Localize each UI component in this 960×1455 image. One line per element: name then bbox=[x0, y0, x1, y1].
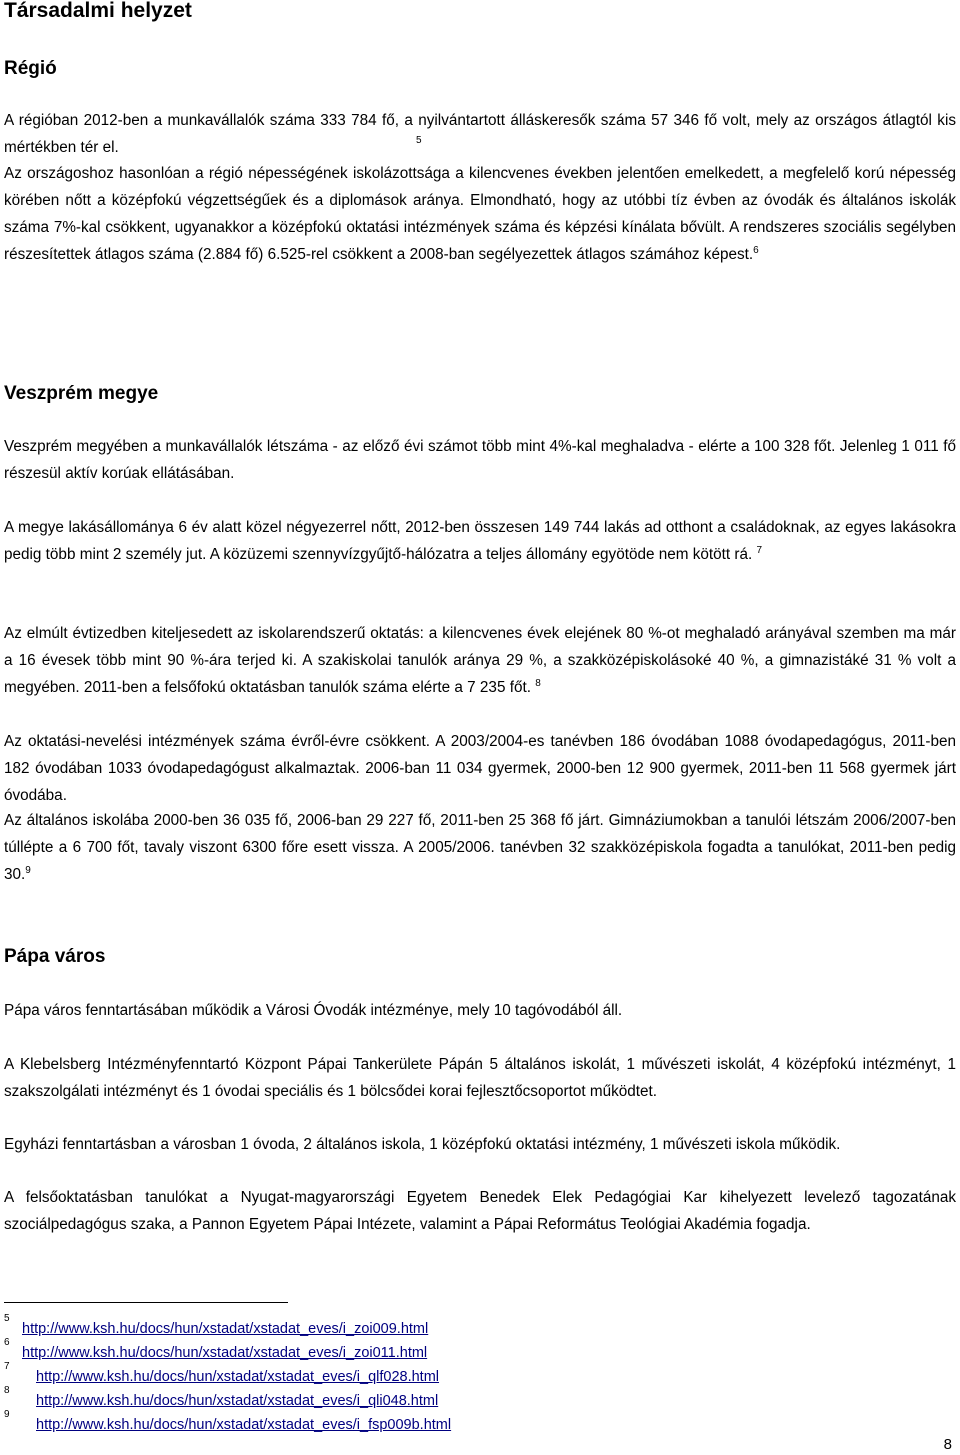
footnote-separator bbox=[4, 1302, 288, 1303]
footnote-number-5: 5 bbox=[4, 1313, 10, 1324]
paragraph-veszprem-3-text: Az elmúlt évtizedben kiteljesedett az iskolarendszerű oktatás: a kilencvenes évek elejének 80 %-ot meghaladó arányával szemben ma már a 16 évesek több mint 90 %-ára terjed ki. A szakiskolai tanulók aránya 29 %, a szakközépiskolásoké 40 %, a gimnazistáké 31 % volt a megyében. 2011-ben a felsőfokú oktatásban tanulók száma elérte a 7 235 főt. bbox=[4, 625, 956, 696]
paragraph-veszprem-1 bbox=[4, 433, 956, 487]
footnote-ref-5: 5 bbox=[416, 135, 422, 146]
paragraph-papa-3-text: Egyházi fenntartásban a városban 1 óvoda, 2 általános iskola, 1 középfokú oktatási intézmény, 1 művészeti iskola működik. bbox=[4, 1136, 841, 1153]
paragraph-papa-4 bbox=[4, 1184, 956, 1238]
paragraph-papa-3 bbox=[4, 1131, 956, 1158]
paragraph-papa-1 bbox=[4, 997, 956, 1024]
paragraph-veszprem-2-text: A megye lakásállománya 6 év alatt közel négyezerrel nőtt, 2012-ben összesen 149 744 lakás ad otthont a családoknak, az egyes lakásokra pedig több mint 2 személy jut. A közüzemi szennyvízgyűjtő-hálózatra a teljes állomány egyötöde nem kötött rá. bbox=[4, 519, 956, 563]
paragraph-papa-4-text: A felsőoktatásban tanulókat a Nyugat-magyarországi Egyetem Benedek Elek Pedagógiai Kar kihelyezett levelező tagozatának szociálpedagógus szaka, a Pannon Egyetem Pápai Intézete, valamint a Pápai Református Teológiai Akadémia fogadja. bbox=[4, 1189, 956, 1233]
heading-papa: Pápa város bbox=[4, 946, 106, 967]
paragraph-regio-2-text: Az országoshoz hasonlóan a régió népességének iskolázottsága a kilencvenes években jelentően emelkedett, a megfelelő korú népesség körében nőtt a középfokú végzettségűek és a diplomások aránya. Elmondható, hogy az utóbbi tíz évben az óvodák és általános iskolák száma 7%-kal csökkent, ugyanakkor a középfokú oktatási intézmények száma és képzési kínálata bővült. A rendszeres szociális segélyben részesítettek átlagos száma (2.884 fő) 6.525-rel csökkent a 2008-ban segélyezettek átlagos számához képest. bbox=[4, 165, 956, 263]
footnote-link-6[interactable]: http://www.ksh.hu/docs/hun/xstadat/xstadat_eves/i_zoi011.html bbox=[22, 1345, 428, 1361]
paragraph-papa-1-text: Pápa város fenntartásában működik a Városi Óvodák intézménye, mely 10 tagóvodából áll. bbox=[4, 1002, 623, 1019]
footnote-link-9[interactable]: http://www.ksh.hu/docs/hun/xstadat/xstadat_eves/i_fsp009b.html bbox=[36, 1417, 452, 1433]
footnote-number-7: 7 bbox=[4, 1361, 10, 1372]
paragraph-veszprem-4-text: Az oktatási-nevelési intézmények száma évről-évre csökkent. A 2003/2004-es tanévben 186 óvodában 1088 óvodapedagógus, 2011-ben 182 óvodában 1033 óvodapedagógust alkalmaztak. 2006-ban 11 034 gyermek, 2000-ben 12 900 gyermek, 2011-ben 11 568 gyermek járt óvodába. bbox=[4, 733, 956, 804]
footnote-ref-8: 8 bbox=[535, 677, 541, 689]
footnote-number-9: 9 bbox=[4, 1409, 10, 1420]
footnote-ref-6: 6 bbox=[753, 244, 759, 256]
paragraph-veszprem-4 bbox=[4, 728, 956, 809]
paragraph-veszprem-5 bbox=[4, 807, 956, 888]
paragraph-veszprem-2 bbox=[4, 514, 956, 568]
footnote-number-8: 8 bbox=[4, 1385, 10, 1396]
paragraph-regio-1 bbox=[4, 107, 956, 161]
footnote-ref-7: 7 bbox=[756, 544, 763, 556]
paragraph-veszprem-3 bbox=[4, 620, 956, 701]
footnote-number-6: 6 bbox=[4, 1337, 10, 1348]
paragraph-veszprem-5-text: Az általános iskolába 2000-ben 36 035 fő, 2006-ban 29 227 fő, 2011-ben 25 368 fő járt. Gimnáziumokban a tanulói létszám 2006/2007-ben túllépte a 6 700 főt, tavaly viszont 6300 főre esett vissza. A 2005/2006. tanévben 32 szakközépiskola fogadta a tanulókat, 2011-ben pedig 30. bbox=[4, 812, 956, 883]
paragraph-papa-2-text: A Klebelsberg Intézményfenntartó Központ Pápai Tankerülete Pápán 5 általános iskolát, 1 művészeti iskolát, 4 középfokú intézményt, 1 szakszolgálati intézményt és 1 óvodai speciális és 1 bölcsődei korai fejlesztőcsoportot működtet. bbox=[4, 1056, 956, 1100]
page-number: 8 bbox=[943, 1436, 952, 1453]
page-title: Társadalmi helyzet bbox=[4, 0, 192, 22]
footnote-link-7[interactable]: http://www.ksh.hu/docs/hun/xstadat/xstadat_eves/i_qlf028.html bbox=[36, 1369, 440, 1385]
paragraph-papa-2 bbox=[4, 1051, 956, 1105]
heading-regio: Régió bbox=[4, 58, 57, 79]
footnote-ref-9: 9 bbox=[25, 864, 31, 876]
footnote-link-5[interactable]: http://www.ksh.hu/docs/hun/xstadat/xstadat_eves/i_zoi009.html bbox=[22, 1321, 429, 1337]
heading-veszprem: Veszprém megye bbox=[4, 383, 159, 404]
footnote-link-8[interactable]: http://www.ksh.hu/docs/hun/xstadat/xstadat_eves/i_qli048.html bbox=[36, 1393, 439, 1409]
paragraph-regio-1-text: A régióban 2012-ben a munkavállalók száma 333 784 fő, a nyilvántartott álláskeresők száma 57 346 fő volt, mely az országos átlagtól kis mértékben tér el. bbox=[4, 112, 956, 156]
paragraph-veszprem-1-text: Veszprém megyében a munkavállalók létszáma - az előző évi számot több mint 4%-kal meghaladva - elérte a 100 328 főt. Jelenleg 1 011 fő részesül aktív korúak ellátásában. bbox=[4, 438, 956, 482]
paragraph-regio-2 bbox=[4, 160, 956, 268]
